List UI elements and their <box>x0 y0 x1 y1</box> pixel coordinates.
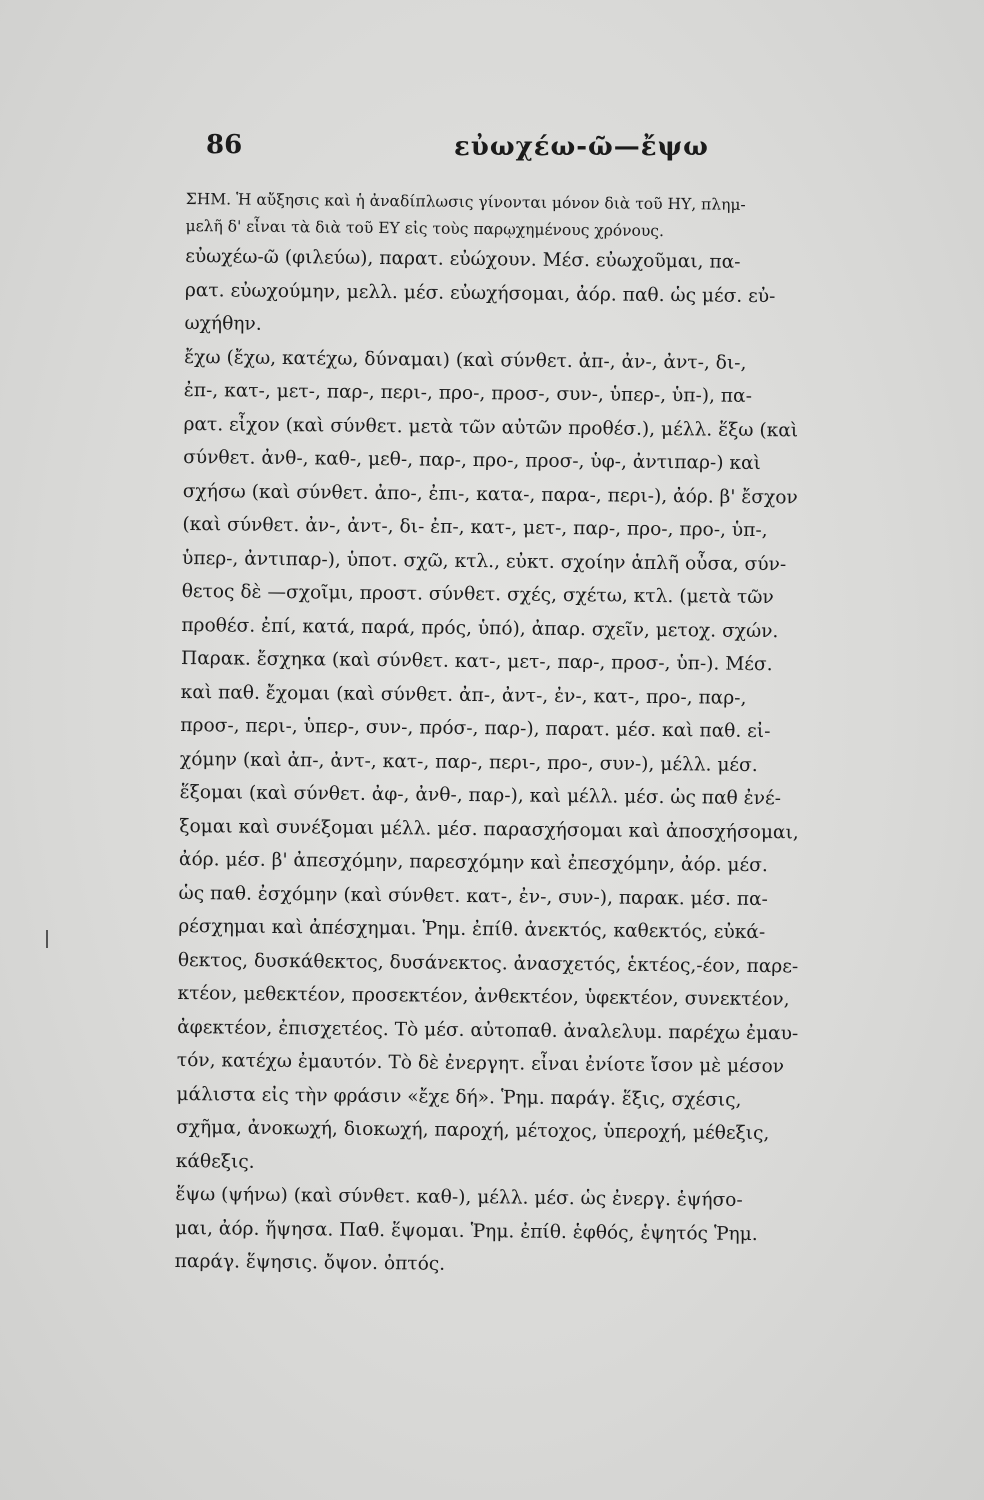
text-line: σύνθετ. ἀνθ-, καθ-, μεθ-, παρ-, προ-, προσ-, ὑφ-, ἀντιπαρ-) καὶ <box>183 446 762 475</box>
text-line: ξομαι καὶ συνέξομαι μέλλ. μέσ. παρασχήσομαι καὶ ἀποσχήσομαι, <box>179 815 799 843</box>
text-line: σχῆμα, ἀνοκωχή, διοκωχή, παροχή, μέτοχος, ὑπεροχή, μέθεξις, <box>176 1116 770 1145</box>
text-line: ὡς παθ. ἐσχόμην (καὶ σύνθετ. κατ-, ἐν-, συν-), παρακ. μέσ. πα- <box>178 882 769 910</box>
text-line: μαι, ἀόρ. ἥψησα. Παθ. ἕψομαι. Ῥημ. ἐπίθ. ἑφθός, ἑψητός Ῥημ. <box>174 1217 758 1245</box>
text-line: ρατ. εἶχον (καὶ σύνθετ. μετὰ τῶν αὐτῶν προθέσ.), μέλλ. ἕξω (καὶ <box>183 413 799 441</box>
text-line: ἕψω (ψήνω) (καὶ σύνθετ. καθ-), μέλλ. μέσ. ὡς ἐνεργ. ἑψήσο- <box>175 1183 743 1211</box>
text-line: σχήσω (καὶ σύνθετ. ἀπο-, ἐπι-, κατα-, παρα-, περι-), ἀόρ. β' ἔσχον <box>182 480 798 508</box>
text-line: Παρακ. ἔσχηκα (καὶ σύνθετ. κατ-, μετ-, παρ-, προσ-, ὑπ-). Μέσ. <box>180 647 773 676</box>
page-header <box>206 130 866 174</box>
text-line: προθέσ. ἐπί, κατά, παρά, πρός, ὑπό), ἀπαρ. σχεῖν, μετοχ. σχών. <box>181 614 779 642</box>
text-line: ὑπερ-, ἀντιπαρ-), ὑποτ. σχῶ, κτλ., εὐκτ. σχοίην ἁπλῆ οὖσα, σύν- <box>181 547 787 575</box>
text-line: ρέσχημαι καὶ ἀπέσχημαι. Ῥημ. ἐπίθ. ἀνεκτός, καθεκτός, εὐκά- <box>178 915 766 944</box>
text-line: ἔχω (ἔχω, κατέχω, δύναμαι) (καὶ σύνθετ. ἀπ-, ἀν-, ἀντ-, δι-, <box>184 346 747 374</box>
dictionary-body <box>175 186 876 1286</box>
page-number: 86 <box>206 130 243 160</box>
text-line: θεκτος, δυσκάθεκτος, δυσάνεκτος. ἀνασχετός, ἑκτέος,-έον, παρε- <box>177 949 799 977</box>
text-line: ἕξομαι (καὶ σύνθετ. ἀφ-, ἀνθ-, παρ-), καὶ μέλλ. μέσ. ὡς παθ ἐνέ- <box>179 781 782 810</box>
text-line: κτέον, μεθεκτέον, προσεκτέον, ἀνθεκτέον, ὑφεκτέον, συνεκτέον, <box>177 982 790 1011</box>
text-line: ΣΗΜ. Ἡ αὔξησις καὶ ἡ ἀναδίπλωσις γίνονται μόνον διὰ τοῦ ΗΥ, πλημ- <box>185 189 746 214</box>
text-line: (καὶ σύνθετ. ἀν-, ἀντ-, δι- ἐπ-, κατ-, μετ-, παρ-, προ-, προ-, ὑπ-, <box>182 513 768 542</box>
running-head: εὐωχέω-ῶ—ἔψω <box>454 132 709 162</box>
text-line: μάλιστα εἰς τὴν φράσιν «ἔχε δή». Ῥημ. παράγ. ἕξις, σχέσις, <box>176 1083 742 1111</box>
text-line: καὶ παθ. ἔχομαι (καὶ σύνθετ. ἀπ-, ἀντ-, ἐν-, κατ-, προ-, παρ-, <box>180 681 747 709</box>
text-line: ἀόρ. μέσ. β' ἀπεσχόμην, παρεσχόμην καὶ ἐπεσχόμην, ἀόρ. μέσ. <box>178 848 768 877</box>
text-line: εὐωχέω-ῶ (φιλεύω), παρατ. εὐώχουν. Μέσ. εὐωχοῦμαι, πα- <box>185 245 741 273</box>
text-line: προσ-, περι-, ὑπερ-, συν-, πρόσ-, παρ-), παρατ. μέσ. καὶ παθ. εἰ- <box>180 714 771 743</box>
text-line: ρατ. εὐωχούμην, μελλ. μέσ. εὐωχήσομαι, ἀόρ. παθ. ὡς μέσ. εὐ- <box>184 279 776 307</box>
text-line: τόν, κατέχω ἐμαυτόν. Τὸ δὲ ἐνεργητ. εἶναι ἐνίοτε ἴσον μὲ μέσον <box>176 1049 785 1078</box>
text-line: μελῆ δ' εἶναι τὰ διὰ τοῦ ΕΥ εἰς τοὺς παρῳχημένους χρόνους. <box>185 216 665 241</box>
text-line: ἐπ-, κατ-, μετ-, παρ-, περι-, προ-, προσ-, συν-, ὑπερ-, ὑπ-), πα- <box>183 379 753 407</box>
ink-mark <box>46 930 48 948</box>
text-line: παράγ. ἕψησις. ὄψον. ὀπτός. <box>174 1250 446 1275</box>
text-line: ωχήθην. <box>184 312 262 335</box>
text-line: χόμην (καὶ ἀπ-, ἀντ-, κατ-, παρ-, περι-, προ-, συν-), μέλλ. μέσ. <box>179 748 758 776</box>
text-line: ἀφεκτέον, ἐπισχετέος. Τὸ μέσ. αὐτοπαθ. ἀναλελυμ. παρέχω ἐμαυ- <box>177 1016 799 1044</box>
text-line: θετος δὲ —σχοῖμι, προστ. σύνθετ. σχές, σχέτω, κτλ. (μετὰ τῶν <box>181 580 774 609</box>
text-line: κάθεξις. <box>175 1150 255 1173</box>
